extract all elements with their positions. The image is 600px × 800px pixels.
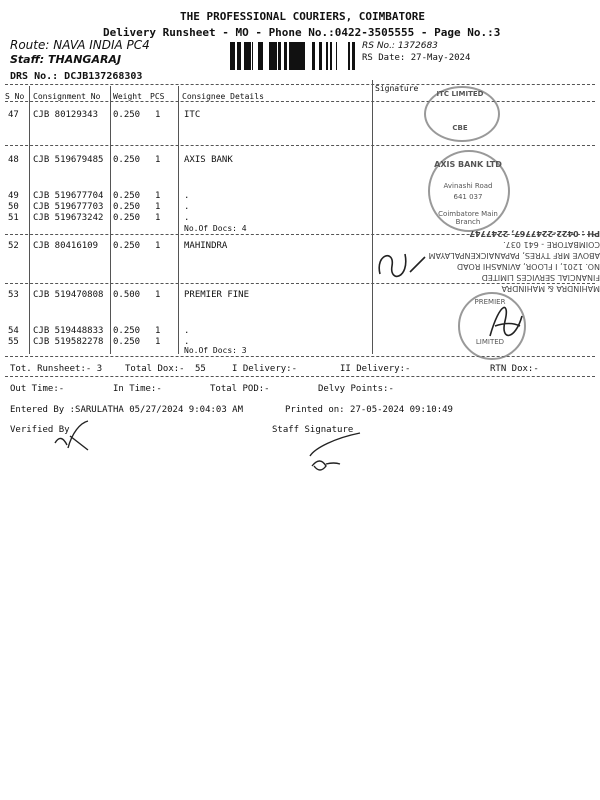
row-weight: 0.250 <box>113 213 141 223</box>
itc-stamp-text: ITC LIMITED <box>436 90 484 98</box>
row-sno: 48 <box>8 155 19 165</box>
mahindra-stamp-line: NO. 1201, I FLOOR, AVINASHI ROAD <box>457 262 600 271</box>
col-sno: S No <box>5 92 25 101</box>
col-consignee: Consignee Details <box>182 92 264 101</box>
row-pcs: 1 <box>155 326 161 336</box>
signature-verified <box>50 418 95 454</box>
rtn-dox: RTN Dox:- <box>490 364 539 374</box>
premier-stamp-line2: LIMITED <box>475 338 505 346</box>
col-divider <box>29 86 30 354</box>
row-details: MAHINDRA <box>184 241 228 251</box>
columns-rule <box>5 101 595 102</box>
row-pcs: 1 <box>155 202 161 212</box>
i-delivery: I Delivery:- <box>232 364 298 374</box>
docs-count-note: No.Of Docs: 4 <box>184 224 247 233</box>
verified-by: Verified By <box>10 425 70 435</box>
mahindra-stamp-line: MAHINDRA & MAHINDRA <box>501 284 600 293</box>
row-sno: 53 <box>8 290 19 300</box>
row-details: . <box>184 213 190 223</box>
tot-runsheet: Tot. Runsheet:- 3 <box>10 364 103 374</box>
printed-on: Printed on: 27-05-2024 09:10:49 <box>285 405 453 415</box>
premier-stamp-line1: PREMIER <box>474 298 506 306</box>
axis-stamp-line2: Avinashi Road <box>443 182 493 190</box>
summary-rule <box>5 376 595 377</box>
staff-label: Staff: THANGARAJ <box>10 53 122 66</box>
col-pcs: PCS <box>150 92 165 101</box>
row-weight: 0.250 <box>113 202 141 212</box>
row-details: . <box>184 191 190 201</box>
signature-premier <box>480 296 530 346</box>
col-consignment: Consignment No <box>33 92 101 101</box>
row-consignment: CJB 519677703 <box>33 202 104 212</box>
row-weight: 0.250 <box>113 241 141 251</box>
row-details: AXIS BANK <box>184 155 233 165</box>
row-weight: 0.250 <box>113 155 141 165</box>
row-consignment: CJB 519470808 <box>33 290 104 300</box>
row-weight: 0.250 <box>113 110 141 120</box>
header-rule <box>5 84 595 85</box>
row-sno: 52 <box>8 241 19 251</box>
row-sno: 50 <box>8 202 19 212</box>
axis-stamp-line4: Coimbatore Main Branch <box>438 210 498 226</box>
docs-count-note: No.Of Docs: 3 <box>184 346 247 355</box>
row-pcs: 1 <box>155 191 161 201</box>
signature-mahindra <box>370 244 430 284</box>
row-weight: 0.500 <box>113 290 141 300</box>
row-rule <box>5 145 595 146</box>
total-pod: Total POD:- <box>210 384 270 394</box>
row-sno: 55 <box>8 337 19 347</box>
total-dox-value: 55 <box>195 364 206 374</box>
row-sno: 51 <box>8 213 19 223</box>
row-details: . <box>184 202 190 212</box>
runsheet-subtitle: Delivery Runsheet - MO - Phone No.:0422-3505555 - Page No.:3 <box>103 26 501 39</box>
out-time: Out Time:- <box>10 384 65 394</box>
row-weight: 0.250 <box>113 191 141 201</box>
row-details: . <box>184 337 190 347</box>
row-pcs: 1 <box>155 241 161 251</box>
route-label: Route: NAVA INDIA PC4 <box>10 38 150 52</box>
itc-stamp-sub: CBE <box>452 124 468 132</box>
row-sno: 49 <box>8 191 19 201</box>
mahindra-stamp-line: COIMBATORE - 641 037. <box>503 240 600 249</box>
mahindra-stamp-line: ABOVE MRF TYRES, PAPANAICKENPALAYAM <box>428 251 600 260</box>
col-divider <box>178 86 179 354</box>
col-signature: Signature <box>375 84 419 93</box>
row-pcs: 1 <box>155 110 161 120</box>
row-weight: 0.250 <box>113 337 141 347</box>
row-sno: 54 <box>8 326 19 336</box>
rs-date: RS Date: 27-May-2024 <box>362 53 471 63</box>
col-weight: Weight <box>113 92 142 101</box>
row-consignment: CJB 519679485 <box>33 155 104 165</box>
mahindra-stamp-line: FINANCIAL SERVICES LIMITED <box>481 273 600 282</box>
total-dox-label: Total Dox:- <box>125 364 185 374</box>
row-pcs: 1 <box>155 155 161 165</box>
row-consignment: CJB 519677704 <box>33 191 104 201</box>
drs-number: DRS No.: DCJB137268303 <box>10 71 143 82</box>
row-consignment: CJB 80416109 <box>33 241 99 251</box>
row-consignment: CJB 519448833 <box>33 326 104 336</box>
row-pcs: 1 <box>155 213 161 223</box>
row-details: PREMIER FINE <box>184 290 250 300</box>
row-details: . <box>184 326 190 336</box>
row-consignment: CJB 519673242 <box>33 213 104 223</box>
col-divider <box>372 80 373 354</box>
axis-stamp-line1: AXIS BANK LTD <box>434 160 502 169</box>
entered-by: Entered By :SARULATHA 05/27/2024 9:04:03 AM <box>10 405 243 415</box>
rs-number: RS No.: 1372683 <box>362 41 438 51</box>
mahindra-stamp-line: PH : 0422-2247767, 2247747 <box>469 229 600 238</box>
row-consignment: CJB 80129343 <box>33 110 99 120</box>
row-pcs: 1 <box>155 290 161 300</box>
axis-stamp-line3: 641 037 <box>453 193 483 201</box>
company-title: THE PROFESSIONAL COURIERS, COIMBATORE <box>180 10 426 23</box>
col-divider <box>110 86 111 354</box>
ii-delivery: II Delivery:- <box>340 364 411 374</box>
row-pcs: 1 <box>155 337 161 347</box>
in-time: In Time:- <box>113 384 162 394</box>
staff-signature-label: Staff Signature <box>272 425 354 435</box>
row-consignment: CJB 519582278 <box>33 337 104 347</box>
signature-staff <box>290 428 370 478</box>
row-weight: 0.250 <box>113 326 141 336</box>
row-sno: 47 <box>8 110 19 120</box>
barcode <box>230 42 355 70</box>
delvy-points: Delvy Points:- <box>318 384 394 394</box>
row-details: ITC <box>184 110 201 120</box>
